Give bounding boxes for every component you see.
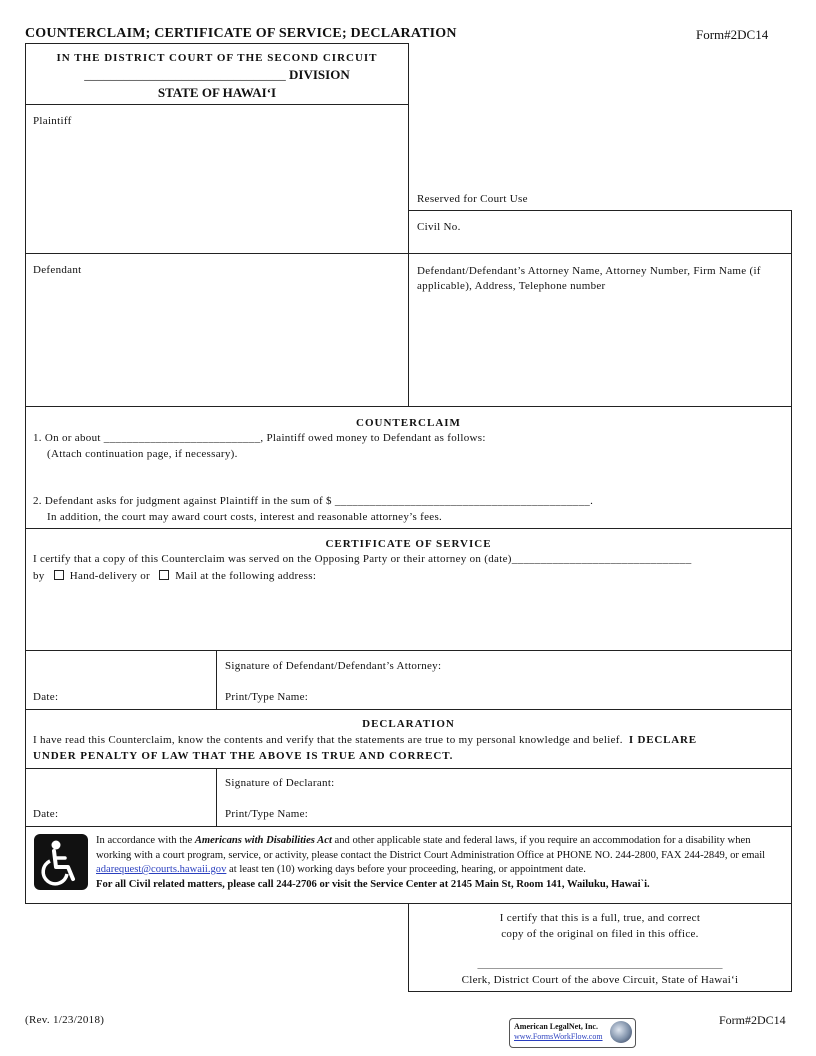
counterclaim-item-2-note: In addition, the court may award court costs, interest and reasonable attorney’s fees. <box>47 511 443 523</box>
footer-form-number: Form#2DC14 <box>719 1013 786 1027</box>
declaration-statement: I have read this Counterclaim, know the contents and verify that the statements are true to my personal knowledge and belief. <box>33 734 623 746</box>
revision-date: (Rev. 1/23/2018) <box>25 1014 105 1026</box>
legalnet-logo <box>509 1018 636 1048</box>
defendant-label: Defendant <box>33 264 82 276</box>
declaration-line-2: UNDER PENALTY OF LAW THAT THE ABOVE IS TRUE AND CORRECT. <box>33 750 454 762</box>
print-name-label-2[interactable]: Print/Type Name: <box>225 808 309 820</box>
certificate-by-label: by <box>33 570 45 582</box>
ada-email-link[interactable]: adarequest@courts.hawaii.gov <box>96 864 227 875</box>
ada-text-2: and other applicable state and federal laws, if you require an accommodation for a disability when working with a court program, service, or activity, please contact the District Court Administration Office at PHONE NO. 244-2800, FAX 244-2849, or email <box>96 835 766 861</box>
attorney-info-label: Defendant/Defendant’s Attorney Name, Attorney Number, Firm Name (if applicable), Address, Telephone number <box>417 265 761 292</box>
certificate-line-1[interactable]: I certify that a copy of this Counterclaim was served on the Opposing Party or their attorney on (date)_______________________________ <box>33 553 692 565</box>
globe-icon <box>610 1021 632 1043</box>
division-line <box>26 67 408 83</box>
certificate-line-2 <box>33 570 316 582</box>
plaintiff-label: Plaintiff <box>33 115 72 127</box>
reserved-label: Reserved for Court Use <box>417 193 528 205</box>
ada-text-3: at least ten (10) working days before your proceeding, hearing, or appointment date. <box>229 864 586 875</box>
state-name: STATE OF HAWAI‘I <box>157 85 277 100</box>
hand-delivery-checkbox[interactable] <box>54 570 64 580</box>
date-label-2[interactable]: Date: <box>33 808 59 820</box>
print-name-label-1[interactable]: Print/Type Name: <box>225 691 309 703</box>
form-number: Form#2DC14 <box>696 27 769 42</box>
ada-notice <box>96 834 786 892</box>
logo-url: www.FormsWorkFlow.com <box>514 1032 603 1041</box>
division-blank[interactable]: _______________________________ <box>84 67 286 82</box>
clerk-cert-line-1: I certify that this is a full, true, and correct <box>499 912 701 924</box>
ada-civil-line: For all Civil related matters, please call 244-2706 or visit the Service Center at 2145 Main St, Room 141, Wailuku, Hawai`i. <box>96 878 650 890</box>
court-name: IN THE DISTRICT COURT OF THE SECOND CIRCUIT <box>56 52 378 64</box>
ada-act: Americans with Disabilities Act <box>194 835 332 846</box>
defendant-signature-label[interactable]: Signature of Defendant/Defendant’s Attorney: <box>225 660 442 672</box>
hand-delivery-label: Hand-delivery or <box>69 570 151 582</box>
declaration-heading: DECLARATION <box>362 718 455 730</box>
counterclaim-item-1-note: (Attach continuation page, if necessary). <box>47 448 238 460</box>
declare-bold: I DECLARE <box>628 734 697 746</box>
declarant-signature-label[interactable]: Signature of Declarant: <box>225 777 335 789</box>
form-title: COUNTERCLAIM; CERTIFICATE OF SERVICE; DECLARATION <box>25 26 457 41</box>
clerk-label: Clerk, District Court of the above Circuit, State of Hawai‘i <box>461 974 739 986</box>
ada-text-1: In accordance with the <box>96 835 193 846</box>
clerk-cert-line-2: copy of the original on filed in this office. <box>501 928 699 940</box>
counterclaim-item-1[interactable]: 1. On or about ___________________________, Plaintiff owed money to Defendant as follows: <box>33 432 486 444</box>
division-label: DIVISION <box>289 67 350 82</box>
declaration-line-1 <box>33 734 783 746</box>
certificate-heading: CERTIFICATE OF SERVICE <box>325 538 492 550</box>
civil-no-label[interactable]: Civil No. <box>417 221 461 233</box>
logo-name: American LegalNet, Inc. <box>514 1022 598 1031</box>
counterclaim-heading: COUNTERCLAIM <box>356 417 461 429</box>
wheelchair-icon <box>34 834 88 890</box>
mail-label: Mail at the following address: <box>175 570 317 582</box>
counterclaim-item-2[interactable]: 2. Defendant asks for judgment against Plaintiff in the sum of $ ____________________________________________. <box>33 495 594 507</box>
mail-checkbox[interactable] <box>159 570 169 580</box>
date-label-1[interactable]: Date: <box>33 691 59 703</box>
clerk-signature-line[interactable]: _________________________________________________ <box>477 959 723 970</box>
